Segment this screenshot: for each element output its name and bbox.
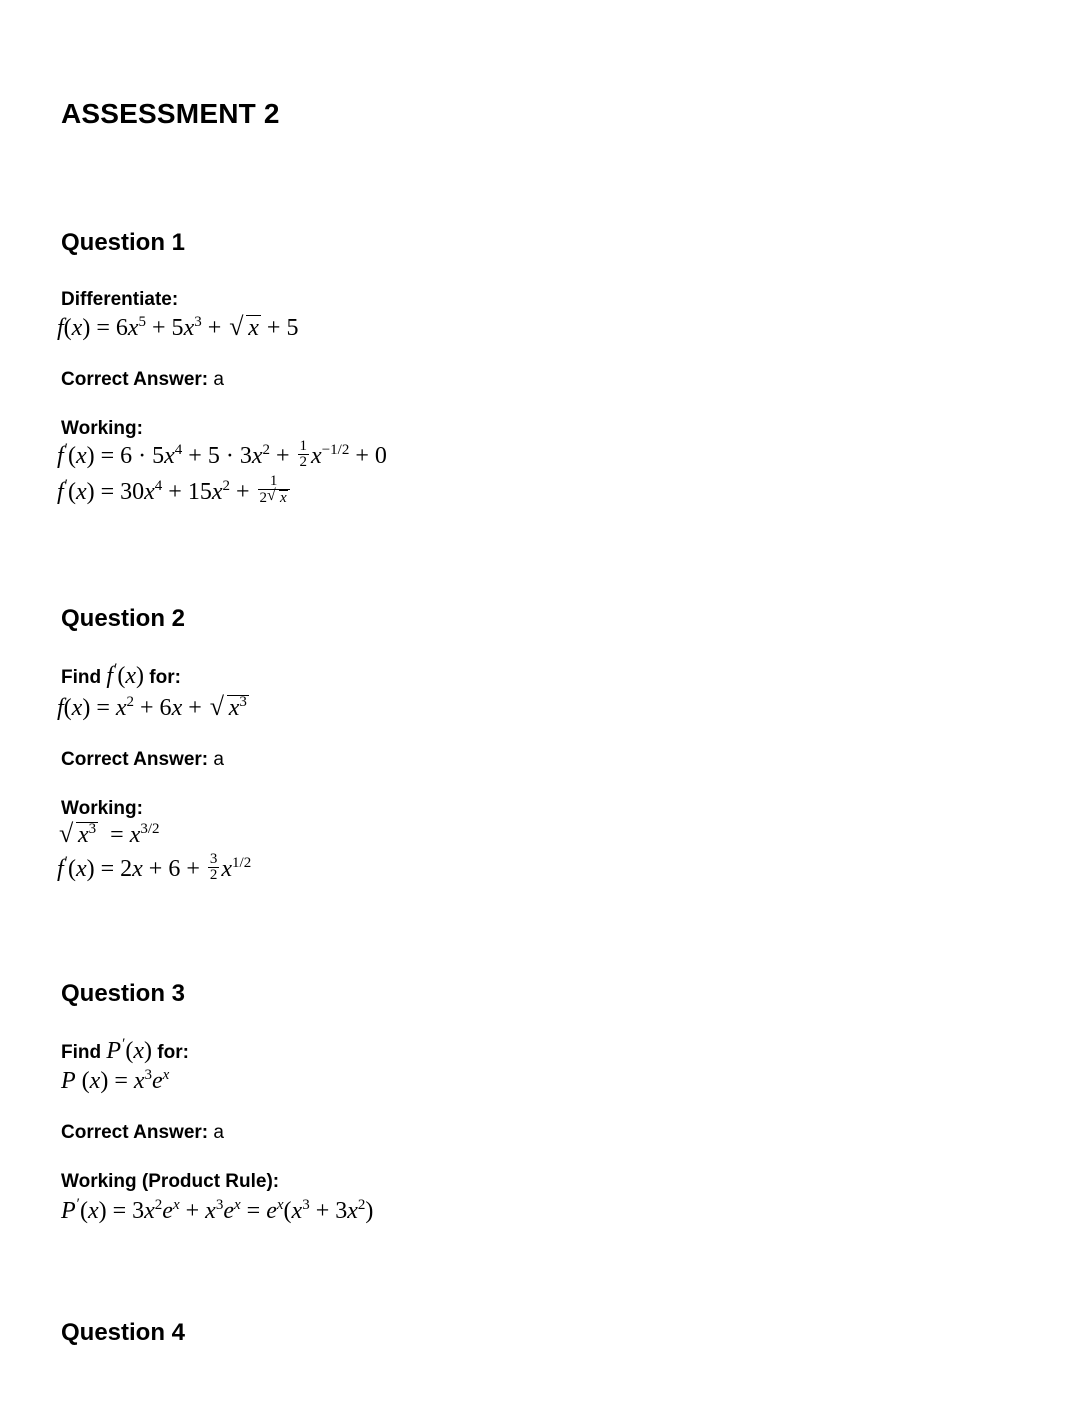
question-2-heading: Question 2 xyxy=(61,605,186,632)
question-3-heading: Question 3 xyxy=(61,980,186,1007)
question-4-heading: Question 4 xyxy=(61,1319,186,1346)
question-3-prompt xyxy=(61,1036,189,1065)
question-1-working-line-1: $f'(x) = 6 \cdot 5x^4 + 5 \cdot 3x^2$ + $\frac{1}{2}$ $x^{-1/2} + 0$ xyxy=(57,437,387,470)
correct-answer-value: a xyxy=(213,369,224,390)
derivative-symbol: P′(x) xyxy=(106,1036,152,1064)
question-2-prompt xyxy=(61,661,181,690)
question-1-working-label: Working: xyxy=(61,418,143,439)
question-3-working-line-1: $P'(x) = 3x^2e^x + x^3e^x = e^x(x^3 + 3x^2)$ xyxy=(61,1196,374,1224)
question-1-function: $f(x) = 6x^5 + 5x^3$ + √ x + 5 xyxy=(57,313,298,343)
question-1-heading: Question 1 xyxy=(61,229,186,256)
prompt-text: for: xyxy=(157,1042,189,1063)
prompt-text: Find xyxy=(61,667,102,688)
page-title: ASSESSMENT 2 xyxy=(61,98,280,129)
question-3-working-label: Working (Product Rule): xyxy=(61,1171,280,1192)
correct-answer-label: Correct Answer: xyxy=(61,749,209,770)
derivative-symbol: f′(x) xyxy=(106,661,144,689)
correct-answer-value: a xyxy=(213,749,224,770)
question-3-correct-answer xyxy=(61,1121,224,1145)
question-1-correct-answer xyxy=(61,368,224,392)
prompt-text: for: xyxy=(149,667,181,688)
correct-answer-label: Correct Answer: xyxy=(61,1122,209,1143)
question-2-function: $f(x) = x^2 + 6x$ + √ $x^3$ xyxy=(57,693,249,723)
question-2-working-line-1: √ $x^3 = x^{3/2}$ xyxy=(57,820,160,850)
prompt-text: Find xyxy=(61,1042,102,1063)
question-2-working-label: Working: xyxy=(61,798,143,819)
correct-answer-value: a xyxy=(213,1122,224,1143)
question-2-working-line-2: f′(x) = 2x + 6 + $\frac{3}{2}$ $x^{1/2}$ xyxy=(57,850,252,883)
correct-answer-label: Correct Answer: xyxy=(61,369,209,390)
question-3-function: P $(x) = x^3e^x$ xyxy=(61,1067,170,1094)
question-1-prompt: Differentiate: xyxy=(61,289,179,310)
question-1-working-line-2: $f'(x) = 30x^4 + 15x^2$ + $\frac{1}{2√ x}$ xyxy=(57,477,292,509)
question-2-correct-answer xyxy=(61,748,224,772)
